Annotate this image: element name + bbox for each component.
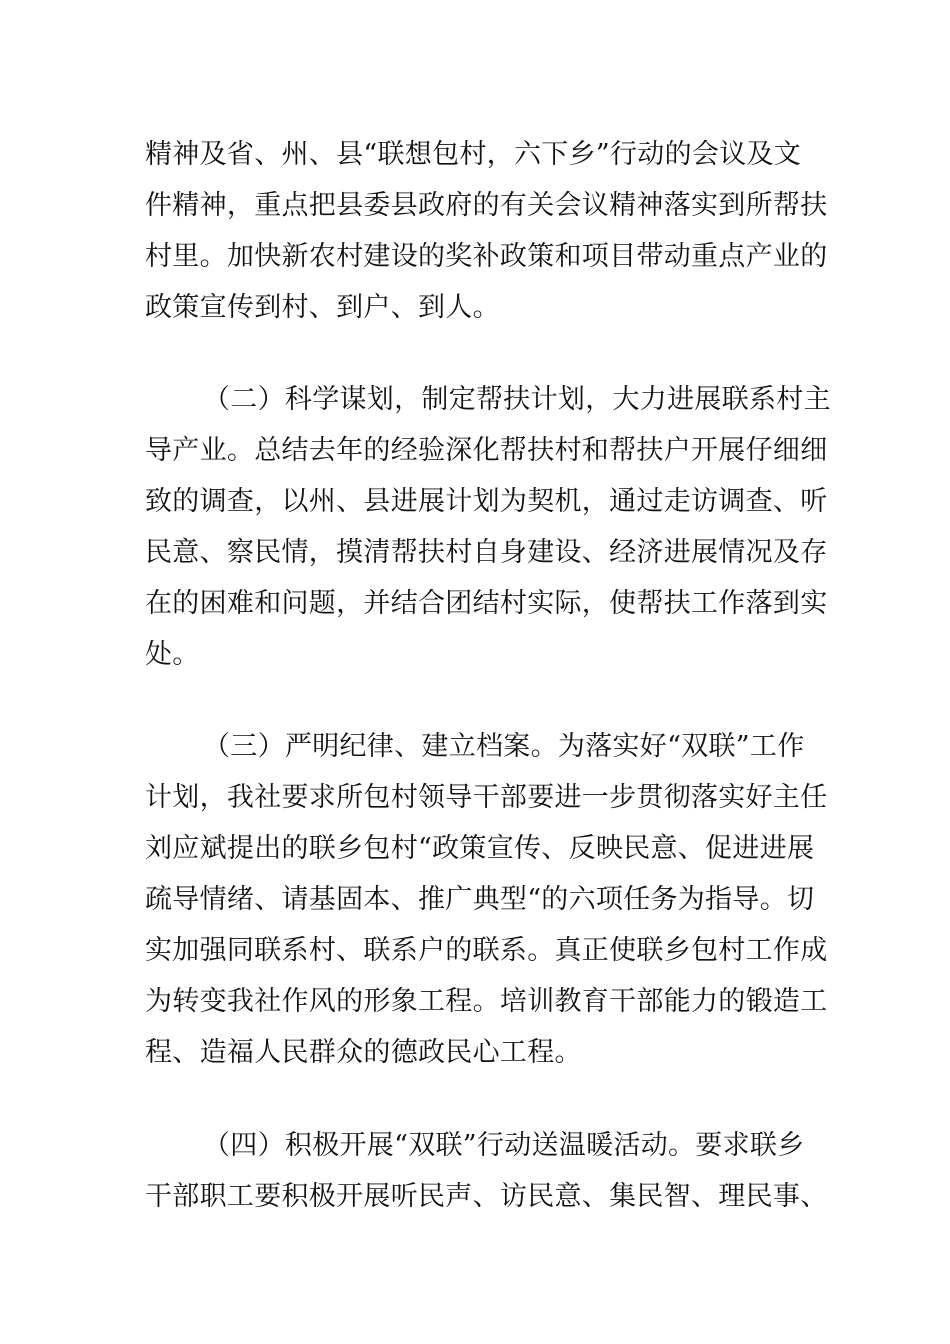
text-line: 疏导情绪、请基固本、推广典型“的六项任务为指导。切 (145, 884, 815, 915)
text-line: 实加强同联系村、联系户的联系。真正使联乡包村工作成 (145, 935, 828, 966)
text-line: 为转变我社作风的形象工程。培训教育干部能力的锻造工 (145, 986, 828, 1017)
paragraph-section-4 (145, 1120, 828, 1222)
paragraph-continuation (145, 129, 828, 333)
text-line: 致的调查，以州、县进展计划为契机，通过走访调查、听 (145, 486, 828, 517)
text-line: 计划，我社要求所包村领导干部要进一步贯彻落实好主任 (145, 782, 828, 813)
text-line: 程、造福人民群众的德政民心工程。 (145, 1037, 582, 1068)
text-line: 民意、察民情，摸清帮扶村自身建设、经济进展情况及存 (145, 537, 828, 568)
text-line-first: （三）严明纪律、建立档案。为落实好“双联”工作 (203, 731, 805, 762)
text-line-first: （二）科学谋划，制定帮扶计划，大力进展联系村主 (203, 384, 831, 415)
text-line-first: （四）积极开展“双联”行动送温暖活动。要求联乡 (203, 1130, 805, 1161)
text-line: 干部职工要积极开展听民声、访民意、集民智、理民事、 (145, 1181, 828, 1212)
paragraph-section-2 (145, 374, 831, 680)
paragraph-section-3 (145, 721, 828, 1078)
text-line: 件精神，重点把县委县政府的有关会议精神落实到所帮扶 (145, 190, 828, 221)
text-line: 政策宣传到村、到户、到人。 (145, 292, 500, 323)
text-line: 处。 (145, 639, 200, 670)
text-line: 在的困难和问题，并结合团结村实际，使帮扶工作落到实 (145, 588, 828, 619)
text-line: 导产业。总结去年的经验深化帮扶村和帮扶户开展仔细细 (145, 435, 828, 466)
text-line: 刘应斌提出的联乡包村“政策宣传、反映民意、促进进展 (145, 833, 815, 864)
text-line: 精神及省、州、县“联想包村，六下乡”行动的会议及文 (145, 139, 802, 170)
text-line: 村里。加快新农村建设的奖补政策和项目带动重点产业的 (145, 241, 828, 272)
